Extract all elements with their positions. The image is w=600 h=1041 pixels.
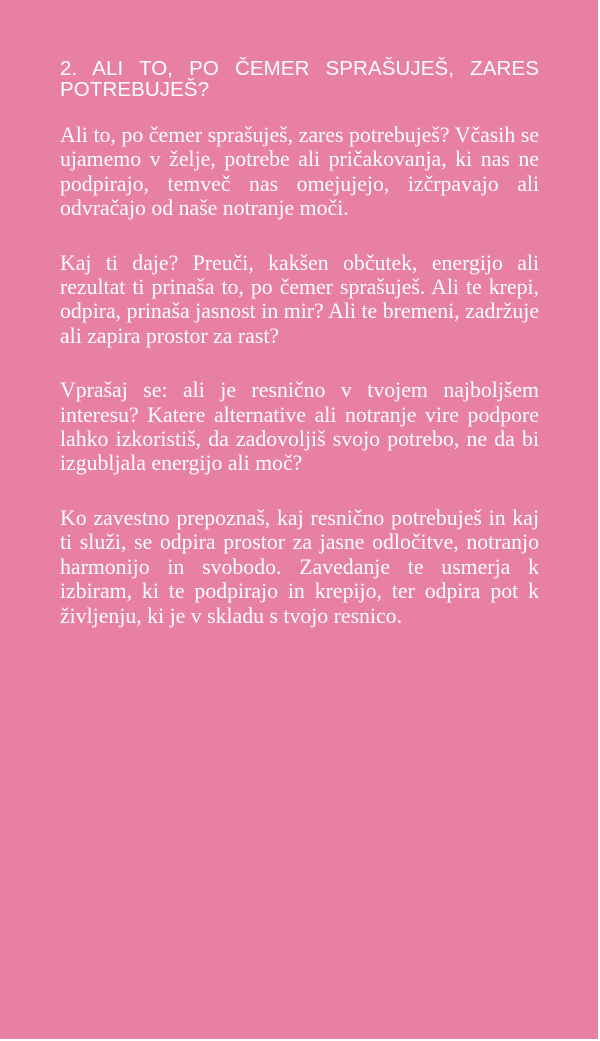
section-heading: 2. ALI TO, PO ČEMER SPRAŠUJEŠ, ZARES POTREBUJEŠ? [60,57,539,101]
paragraph-4: Ko zavestno prepoznaš, kaj resnično potrebuješ in kaj ti služi, se odpira prostor za jasne odločitve, notranjo harmonijo in svobodo. Zavedanje te usmerja k izbiram, ki te podpirajo in krepijo, ter odpira pot k življenju, ki je v skladu s tvojo resnico. [60,505,539,628]
paragraph-2: Kaj ti daje? Preuči, kakšen občutek, energijo ali rezultat ti prinaša to, po čemer sprašuješ. Ali te krepi, odpira, prinaša jasnost in mir? Ali te bremeni, zadržuje ali zapira prostor za rast? [60,250,539,348]
paragraph-1: Ali to, po čemer sprašuješ, zares potrebuješ? Včasih se ujamemo v želje, potrebe ali pričakovanja, ki nas ne podpirajo, temveč nas omejujejo, izčrpavajo ali odvračajo od naše notranje moči. [60,123,539,221]
paragraph-3: Vprašaj se: ali je resnično v tvojem najboljšem interesu? Katere alternative ali notranje vire podpore lahko izkoristiš, da zadovoljiš svojo potrebo, ne da bi izgubljala energijo ali moč? [60,378,539,476]
